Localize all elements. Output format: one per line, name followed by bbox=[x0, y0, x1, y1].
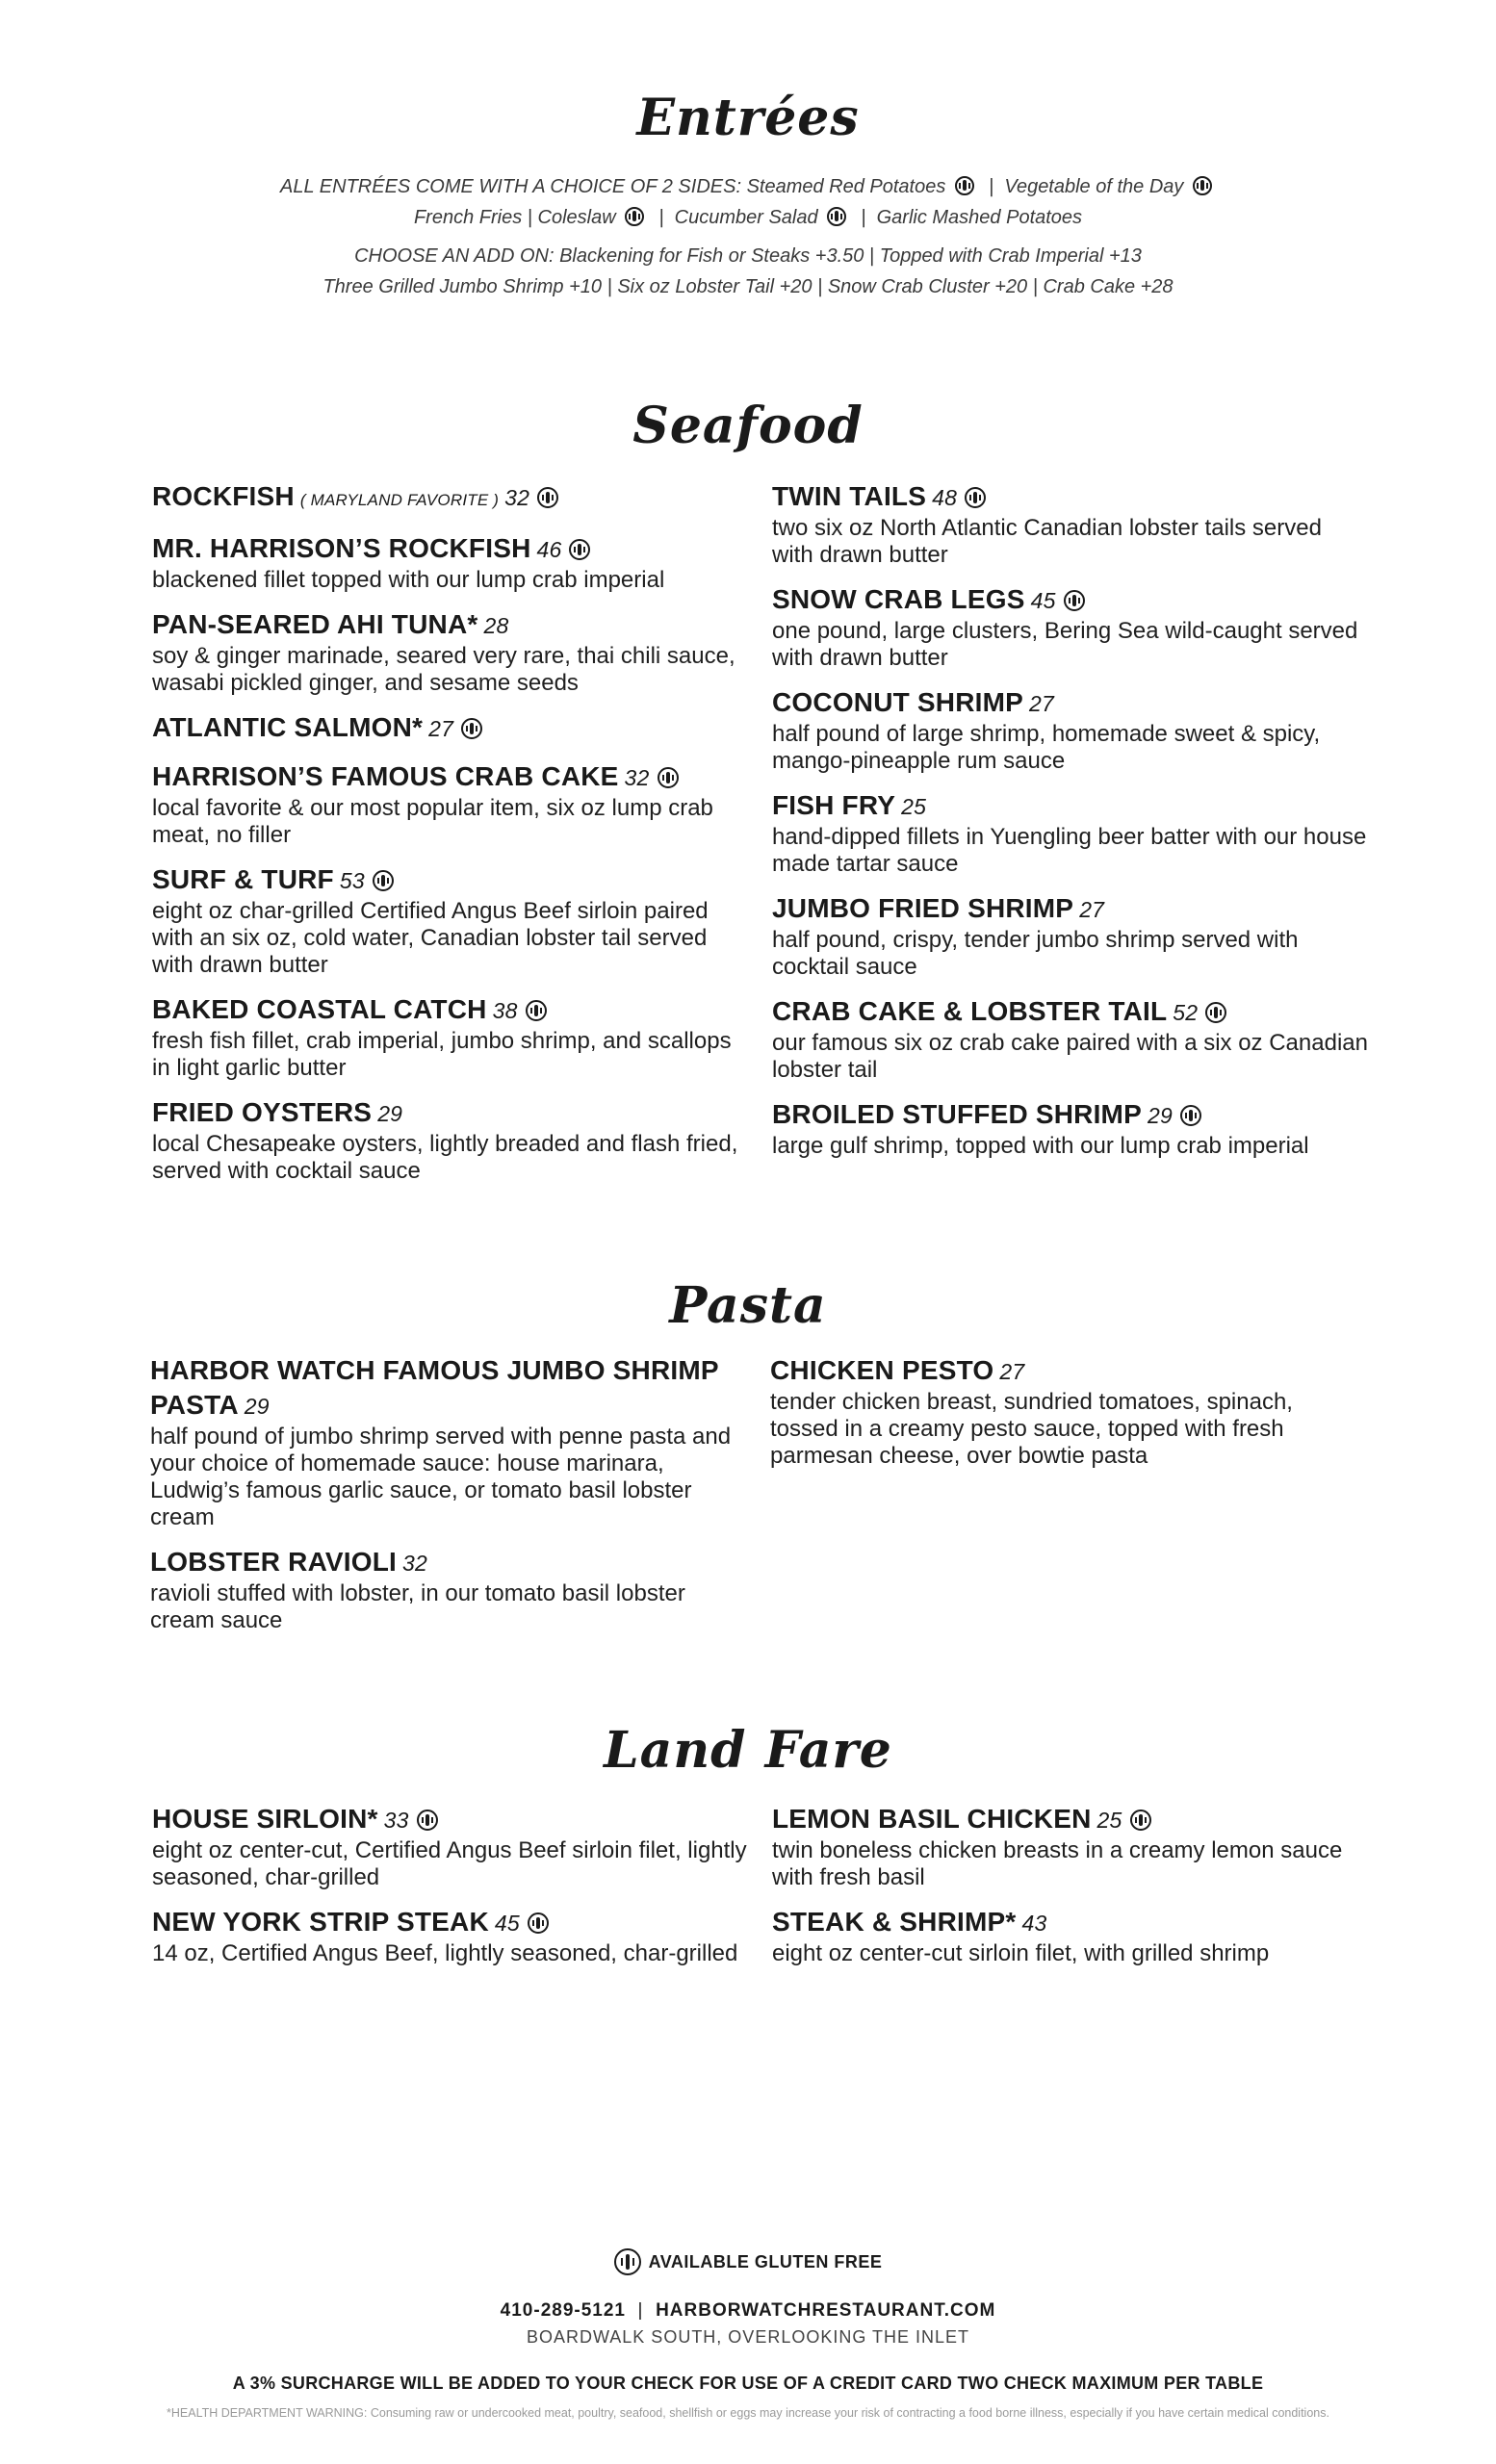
item-description: fresh fish fillet, crab imperial, jumbo shrimp, and scallops in light garlic butter bbox=[152, 1028, 732, 1081]
item-header bbox=[152, 607, 749, 643]
item-price: 48 bbox=[932, 485, 958, 510]
item-name: CRAB CAKE & LOBSTER TAIL bbox=[772, 996, 1168, 1026]
item-price: 32 bbox=[504, 485, 530, 510]
side-option: Steamed Red Potatoes bbox=[746, 176, 946, 197]
gluten-free-icon bbox=[965, 487, 986, 508]
item-header bbox=[152, 1095, 749, 1131]
item-header bbox=[152, 992, 749, 1028]
sides-line-2: French Fries | Coleslaw | Cucumber Salad | Garlic Mashed Potatoes bbox=[413, 207, 1083, 228]
item-name: PAN-SEARED AHI TUNA* bbox=[152, 609, 478, 639]
item-description: 14 oz, Certified Angus Beef, lightly seasoned, char-grilled bbox=[152, 1940, 738, 1966]
item-name: ATLANTIC SALMON* bbox=[152, 712, 424, 742]
gluten-free-icon bbox=[614, 2248, 641, 2275]
item-header bbox=[150, 1545, 747, 1580]
menu-item-chicken-pesto bbox=[770, 1353, 1367, 1470]
side-option: Vegetable of the Day bbox=[1004, 176, 1184, 197]
gluten-free-icon bbox=[569, 539, 590, 560]
entrees-title: Entrées bbox=[636, 89, 860, 147]
item-header bbox=[772, 1802, 1369, 1837]
gluten-free-icon bbox=[625, 207, 644, 226]
item-description: half pound of large shrimp, homemade sweet & spicy, mango-pineapple rum sauce bbox=[772, 721, 1321, 774]
item-description: our famous six oz crab cake paired with a six oz Canadian lobster tail bbox=[772, 1030, 1368, 1083]
item-description: half pound of jumbo shrimp served with penne pasta and your choice of homemade sauce: house marinara, Ludwig’s famous garlic sauce, or tomato basil lobster cream bbox=[150, 1424, 732, 1530]
menu-item-house-sirloin bbox=[152, 1802, 749, 1891]
item-description: eight oz center-cut, Certified Angus Beef sirloin filet, lightly seasoned, char-grilled bbox=[152, 1837, 747, 1890]
menu-item-lemon-basil-chicken bbox=[772, 1802, 1369, 1891]
menu-item-broiled-stuffed-shrimp bbox=[772, 1097, 1369, 1160]
land-right-column bbox=[772, 1802, 1369, 1981]
website-link[interactable]: HARBORWATCHRESTAURANT.COM bbox=[656, 2300, 996, 2321]
gluten-free-icon bbox=[1193, 176, 1212, 195]
pasta-left-column bbox=[150, 1353, 747, 1648]
contact-line: 410-289-5121 | HARBORWATCHRESTAURANT.COM bbox=[500, 2300, 996, 2321]
legend-label: AVAILABLE GLUTEN FREE bbox=[648, 2252, 883, 2272]
item-description: local Chesapeake oysters, lightly breaded and flash fried, served with cocktail sauce bbox=[152, 1131, 738, 1184]
item-header bbox=[772, 685, 1369, 721]
item-header bbox=[152, 531, 749, 567]
gluten-free-icon bbox=[373, 870, 394, 891]
menu-item-surf-turf bbox=[152, 862, 749, 979]
menu-item-harbor-watch-famous-jumbo-shrimp-pasta bbox=[150, 1353, 747, 1531]
gluten-free-icon bbox=[417, 1810, 438, 1831]
item-header bbox=[770, 1353, 1367, 1389]
item-header bbox=[772, 1097, 1369, 1133]
seafood-right-column bbox=[772, 479, 1369, 1173]
item-price: 43 bbox=[1021, 1911, 1047, 1936]
menu-item-rockfish bbox=[152, 479, 749, 518]
item-name: LOBSTER RAVIOLI bbox=[150, 1547, 398, 1577]
item-header bbox=[152, 759, 749, 795]
gluten-free-icon bbox=[827, 207, 846, 226]
item-price: 25 bbox=[901, 794, 927, 819]
menu-item-jumbo-fried-shrimp bbox=[772, 891, 1369, 981]
addon-option: Snow Crab Cluster +20 bbox=[827, 276, 1028, 297]
entrees-intro bbox=[0, 171, 1496, 302]
item-description: hand-dipped fillets in Yuengling beer batter with our house made tartar sauce bbox=[772, 824, 1367, 877]
item-description: ravioli stuffed with lobster, in our tomato basil lobster cream sauce bbox=[150, 1580, 685, 1633]
addon-line-2: Three Grilled Jumbo Shrimp +10 | Six oz Lobster Tail +20 | Snow Crab Cluster +20 | Crab Cake +28 bbox=[322, 276, 1174, 297]
item-price: 29 bbox=[244, 1394, 270, 1419]
item-price: 45 bbox=[1030, 588, 1056, 613]
item-name: LEMON BASIL CHICKEN bbox=[772, 1804, 1092, 1834]
menu-item-crab-cake-lobster-tail bbox=[772, 994, 1369, 1084]
addon-option: Topped with Crab Imperial +13 bbox=[879, 245, 1142, 267]
gluten-free-icon bbox=[955, 176, 974, 195]
item-header bbox=[772, 788, 1369, 824]
seafood-title: Seafood bbox=[632, 397, 864, 455]
item-description: eight oz char-grilled Certified Angus Beef sirloin paired with an six oz, cold water, Canadian lobster tail served with drawn butter bbox=[152, 898, 709, 978]
phone-number[interactable]: 410-289-5121 bbox=[500, 2300, 626, 2321]
item-header bbox=[772, 479, 1369, 515]
item-price: 53 bbox=[339, 868, 365, 893]
addon-line-1: CHOOSE AN ADD ON: Blackening for Fish or Steaks +3.50 | Topped with Crab Imperial +13 bbox=[354, 245, 1142, 267]
pasta-title: Pasta bbox=[669, 1276, 827, 1335]
gluten-free-legend bbox=[0, 2248, 1496, 2275]
item-name: HOUSE SIRLOIN* bbox=[152, 1804, 378, 1834]
addon-option: Six oz Lobster Tail +20 bbox=[617, 276, 812, 297]
menu-item-snow-crab-legs bbox=[772, 582, 1369, 672]
item-name: FISH FRY bbox=[772, 790, 896, 820]
health-warning: *HEALTH DEPARTMENT WARNING: Consuming raw or undercooked meat, poultry, seafood, shellfish or eggs may increase your risk of contracting a food borne illness, especially if you have certain medical conditions. bbox=[167, 2406, 1329, 2420]
location-text: BOARDWALK SOUTH, OVERLOOKING THE INLET bbox=[526, 2327, 970, 2347]
addon-option: Crab Cake +28 bbox=[1043, 276, 1174, 297]
item-description: large gulf shrimp, topped with our lump crab imperial bbox=[772, 1133, 1309, 1159]
menu-item-coconut-shrimp bbox=[772, 685, 1369, 775]
item-description: one pound, large clusters, Bering Sea wild-caught served with drawn butter bbox=[772, 618, 1358, 671]
menu-item-harrison-s-famous-crab-cake bbox=[152, 759, 749, 849]
item-name: STEAK & SHRIMP* bbox=[772, 1907, 1017, 1937]
item-note: ( MARYLAND FAVORITE ) bbox=[299, 491, 500, 509]
item-name: MR. HARRISON’S ROCKFISH bbox=[152, 533, 531, 563]
item-price: 27 bbox=[1029, 691, 1055, 716]
item-price: 29 bbox=[377, 1101, 403, 1126]
addon-label: CHOOSE AN ADD ON: bbox=[354, 245, 555, 267]
side-option: Coleslaw bbox=[537, 207, 616, 228]
item-description: blackened fillet topped with our lump crab imperial bbox=[152, 567, 665, 593]
item-price: 32 bbox=[624, 765, 650, 790]
item-header bbox=[152, 1905, 749, 1940]
item-description: tender chicken breast, sundried tomatoes, spinach, tossed in a creamy pesto sauce, topped with fresh parmesan cheese, over bowtie pasta bbox=[770, 1389, 1293, 1469]
gluten-free-icon bbox=[1180, 1105, 1201, 1126]
item-price: 29 bbox=[1147, 1103, 1173, 1128]
item-name: HARRISON’S FAMOUS CRAB CAKE bbox=[152, 761, 619, 791]
gluten-free-icon bbox=[528, 1912, 549, 1934]
item-description: twin boneless chicken breasts in a creamy lemon sauce with fresh basil bbox=[772, 1837, 1343, 1890]
menu-item-steak-shrimp bbox=[772, 1905, 1369, 1967]
item-description: half pound, crispy, tender jumbo shrimp served with cocktail sauce bbox=[772, 927, 1299, 980]
item-price: 27 bbox=[999, 1359, 1025, 1384]
addon-option: Three Grilled Jumbo Shrimp +10 bbox=[322, 276, 603, 297]
sides-line-1: ALL ENTRÉES COME WITH A CHOICE OF 2 SIDES: Steamed Red Potatoes | Vegetable of the Day bbox=[0, 171, 1496, 202]
gluten-free-icon bbox=[1064, 590, 1085, 611]
item-name: HARBOR WATCH FAMOUS JUMBO SHRIMP PASTA bbox=[150, 1355, 719, 1420]
item-name: JUMBO FRIED SHRIMP bbox=[772, 893, 1074, 923]
item-header bbox=[772, 582, 1369, 618]
gluten-free-icon bbox=[1130, 1810, 1151, 1831]
item-name: TWIN TAILS bbox=[772, 481, 927, 511]
item-name: COCONUT SHRIMP bbox=[772, 687, 1024, 717]
menu-item-new-york-strip-steak bbox=[152, 1905, 749, 1967]
item-header bbox=[152, 1802, 749, 1837]
item-header bbox=[150, 1353, 747, 1424]
gluten-free-icon bbox=[461, 718, 482, 739]
side-option: French Fries bbox=[413, 207, 523, 228]
menu-item-twin-tails bbox=[772, 479, 1369, 569]
land-left-column bbox=[152, 1802, 749, 1981]
item-price: 27 bbox=[1079, 897, 1105, 922]
item-price: 45 bbox=[494, 1911, 520, 1936]
item-name: FRIED OYSTERS bbox=[152, 1097, 373, 1127]
seafood-left-column bbox=[152, 479, 749, 1198]
side-option: Cucumber Salad bbox=[674, 207, 818, 228]
menu-item-fried-oysters bbox=[152, 1095, 749, 1185]
item-price: 33 bbox=[383, 1808, 409, 1833]
item-description: local favorite & our most popular item, six oz lump crab meat, no filler bbox=[152, 795, 713, 848]
sides-label: ALL ENTRÉES COME WITH A CHOICE OF 2 SIDES: bbox=[280, 176, 741, 197]
item-header bbox=[152, 710, 749, 746]
item-header bbox=[152, 862, 749, 898]
item-header bbox=[772, 1905, 1369, 1940]
item-price: 25 bbox=[1096, 1808, 1122, 1833]
gluten-free-icon bbox=[537, 487, 558, 508]
menu-item-pan-seared-ahi-tuna bbox=[152, 607, 749, 697]
menu-item-baked-coastal-catch bbox=[152, 992, 749, 1082]
item-description: eight oz center-cut sirloin filet, with grilled shrimp bbox=[772, 1940, 1270, 1966]
item-price: 52 bbox=[1173, 1000, 1199, 1025]
side-option: Garlic Mashed Potatoes bbox=[876, 207, 1083, 228]
item-name: BAKED COASTAL CATCH bbox=[152, 994, 487, 1024]
item-header bbox=[152, 479, 749, 518]
menu-item-atlantic-salmon bbox=[152, 710, 749, 746]
menu-item-mr-harrison-s-rockfish bbox=[152, 531, 749, 594]
gluten-free-icon bbox=[658, 767, 679, 788]
item-price: 32 bbox=[402, 1551, 428, 1576]
item-name: SURF & TURF bbox=[152, 864, 334, 894]
item-header bbox=[772, 891, 1369, 927]
addon-option: Blackening for Fish or Steaks +3.50 bbox=[559, 245, 864, 267]
item-header bbox=[772, 994, 1369, 1030]
pasta-right-column bbox=[770, 1353, 1367, 1483]
item-price: 28 bbox=[483, 613, 509, 638]
surcharge-notice: A 3% SURCHARGE WILL BE ADDED TO YOUR CHECK FOR USE OF A CREDIT CARD TWO CHECK MAXIMUM PER TABLE bbox=[232, 2374, 1264, 2393]
item-name: ROCKFISH bbox=[152, 481, 295, 511]
item-description: two six oz North Atlantic Canadian lobster tails served with drawn butter bbox=[772, 515, 1322, 568]
item-price: 27 bbox=[428, 716, 454, 741]
item-price: 38 bbox=[492, 998, 518, 1023]
item-name: SNOW CRAB LEGS bbox=[772, 584, 1025, 614]
item-description: soy & ginger marinade, seared very rare, thai chili sauce, wasabi pickled ginger, and sesame seeds bbox=[152, 643, 735, 696]
item-name: CHICKEN PESTO bbox=[770, 1355, 994, 1385]
item-name: NEW YORK STRIP STEAK bbox=[152, 1907, 489, 1937]
gluten-free-icon bbox=[1205, 1002, 1226, 1023]
item-name: BROILED STUFFED SHRIMP bbox=[772, 1099, 1142, 1129]
land-fare-title: Land Fare bbox=[604, 1721, 892, 1780]
menu-item-lobster-ravioli bbox=[150, 1545, 747, 1634]
menu-item-fish-fry bbox=[772, 788, 1369, 878]
gluten-free-icon bbox=[526, 1000, 547, 1021]
item-price: 46 bbox=[536, 537, 562, 562]
